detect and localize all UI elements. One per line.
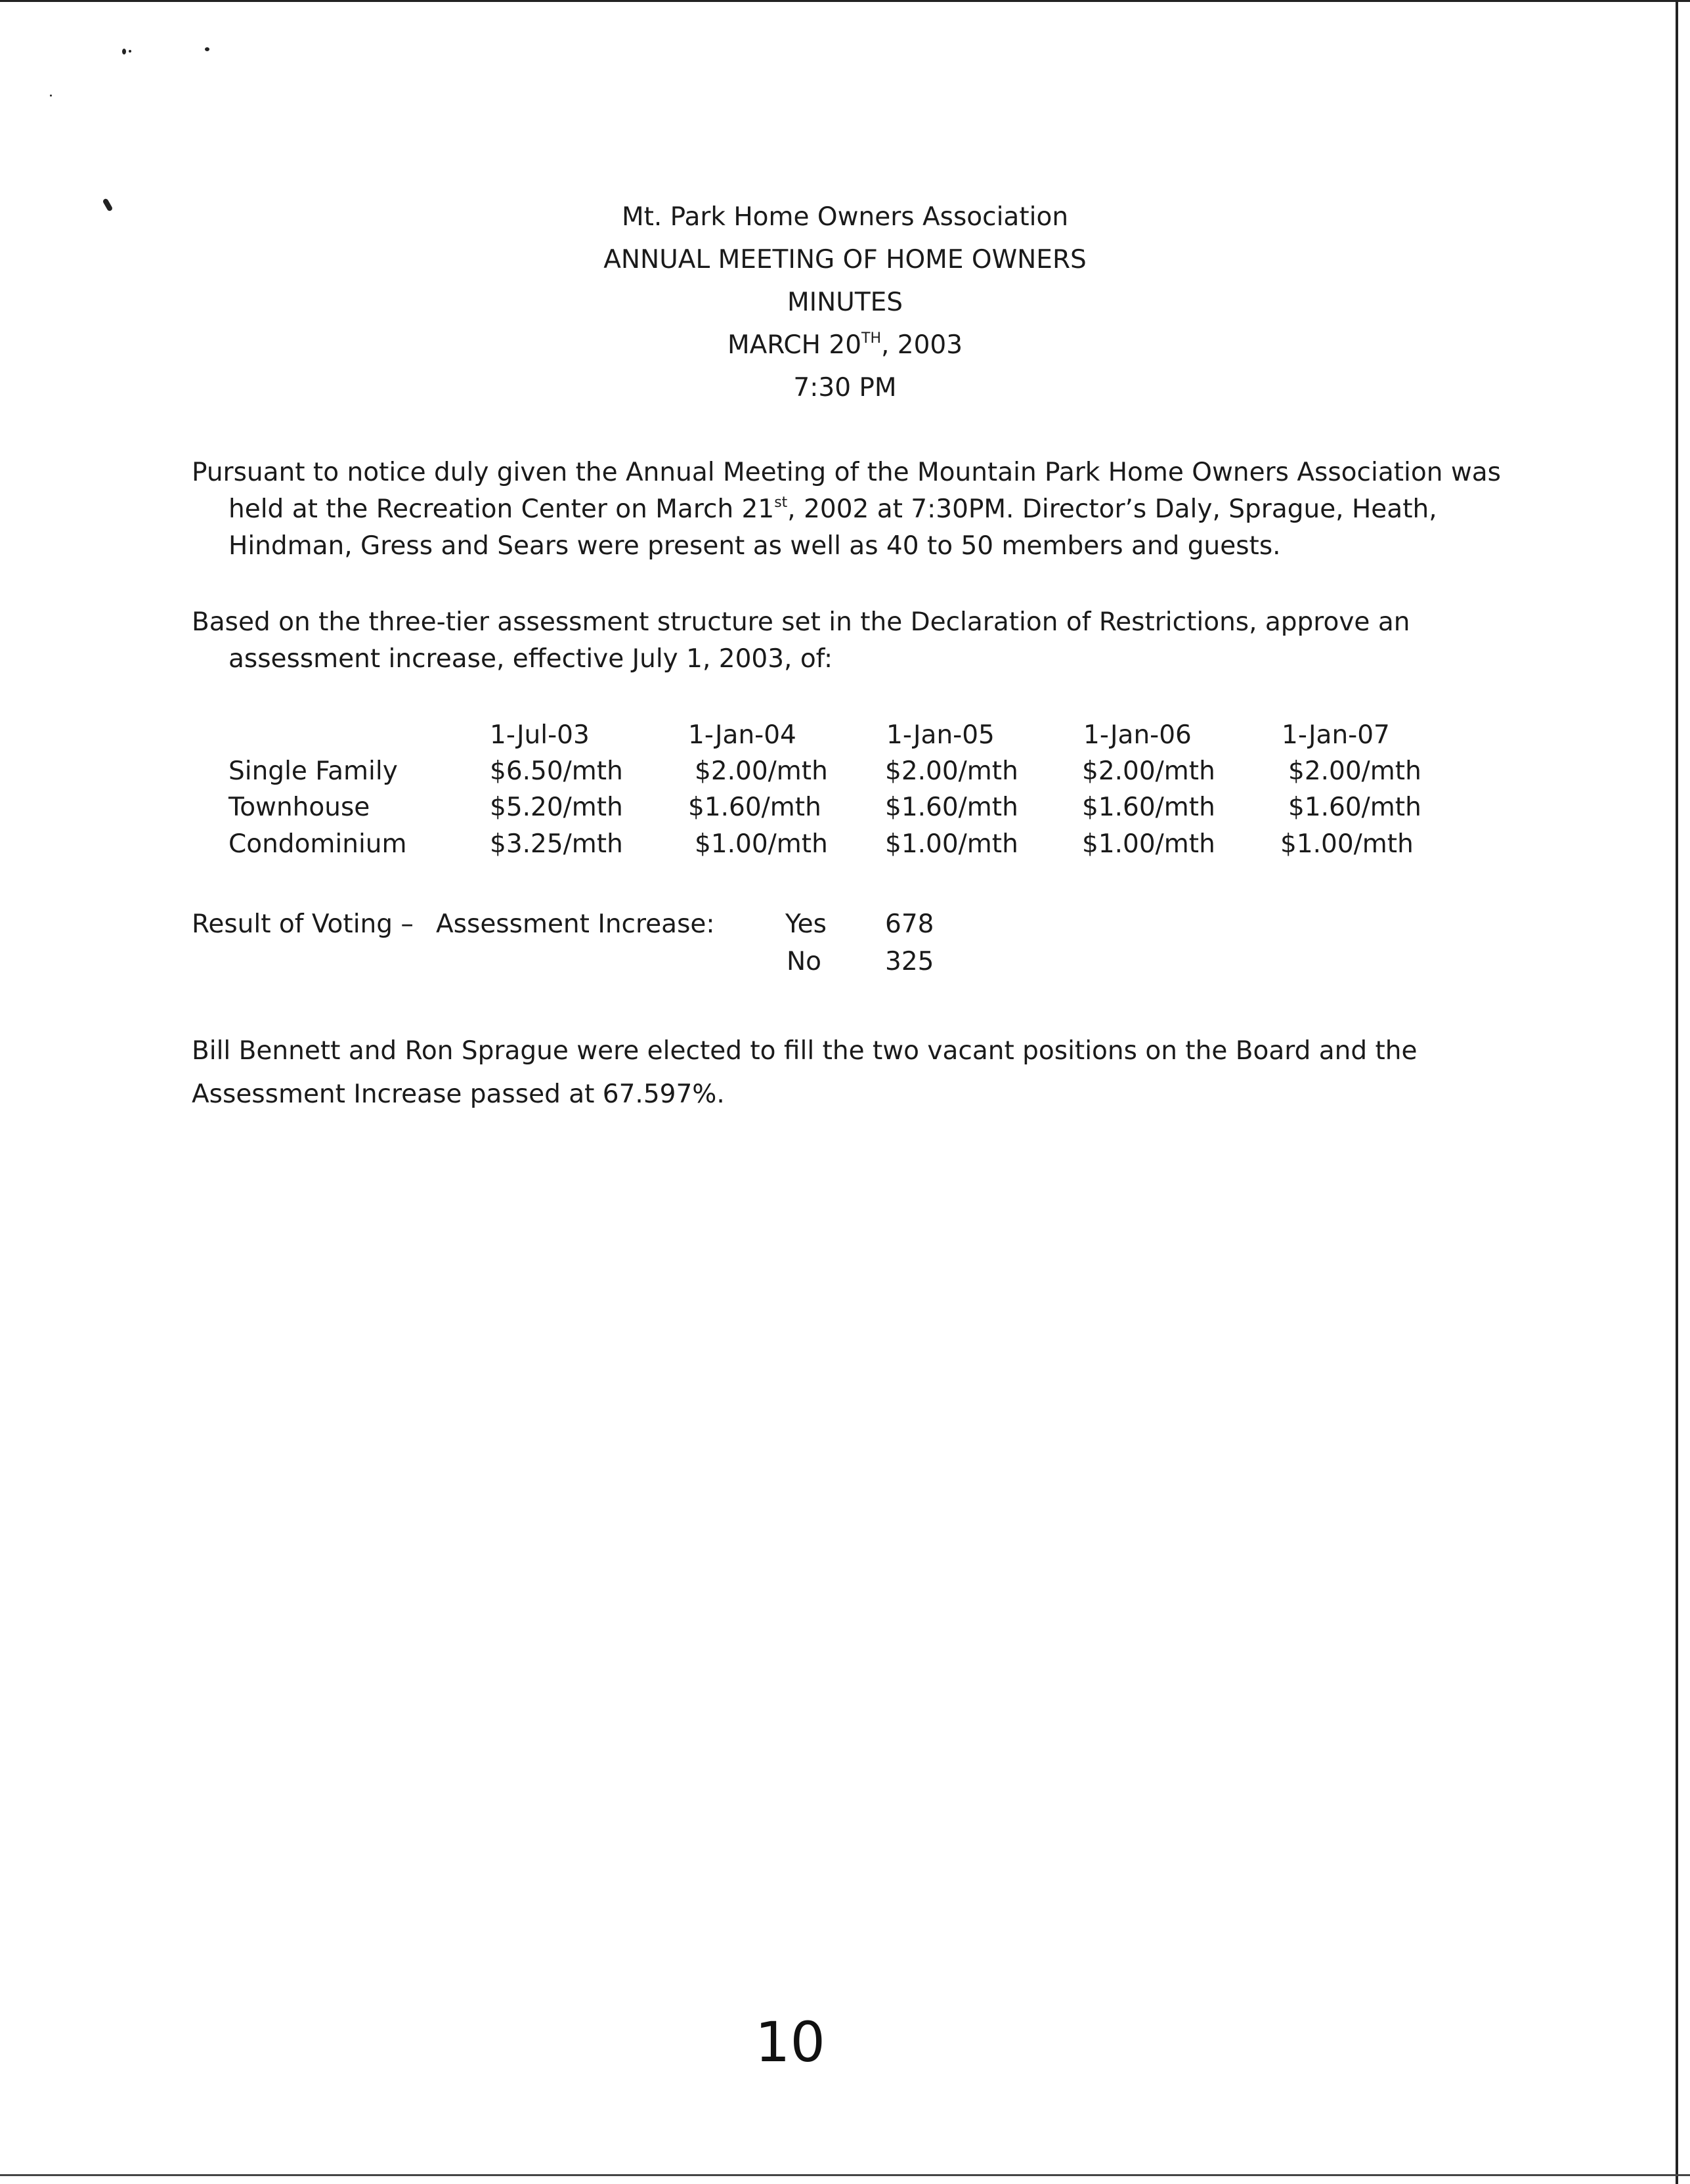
table-cell: $1.00/mth bbox=[885, 829, 1018, 859]
table-cell: $1.60/mth bbox=[1288, 793, 1421, 822]
table-cell: $1.00/mth bbox=[1082, 829, 1215, 859]
table-cell: $6.50/mth bbox=[490, 756, 623, 786]
table-cell: $2.00/mth bbox=[695, 756, 828, 786]
intro-line-2-prefix: held at the Recreation Center on March 21 bbox=[228, 494, 775, 524]
meeting-title: ANNUAL MEETING OF HOME OWNERS bbox=[603, 245, 1087, 274]
assessment-line-1: Based on the three-tier assessment structure set in the Declaration of Restrictions, approve an bbox=[192, 607, 1410, 637]
vote-no-label: No bbox=[787, 947, 822, 976]
intro-line-1: Pursuant to notice duly given the Annual Meeting of the Mountain Park Home Owners Association was bbox=[192, 458, 1501, 487]
meeting-date-year: , 2003 bbox=[881, 330, 963, 360]
table-cell: $1.60/mth bbox=[688, 793, 821, 822]
table-cell: $2.00/mth bbox=[1082, 756, 1215, 786]
conclusion-line-2: Assessment Increase passed at 67.597%. bbox=[192, 1080, 725, 1109]
organization-name: Mt. Park Home Owners Association bbox=[621, 202, 1069, 232]
intro-line-2 bbox=[192, 491, 1505, 528]
document-type: MINUTES bbox=[787, 288, 903, 317]
table-cell: $2.00/mth bbox=[885, 756, 1018, 786]
vote-no-count: 325 bbox=[885, 947, 934, 976]
intro-paragraph bbox=[192, 454, 1505, 565]
meeting-date-prefix: MARCH 20 bbox=[727, 330, 862, 360]
table-cell: $1.00/mth bbox=[1280, 829, 1414, 859]
assessment-paragraph bbox=[192, 604, 1505, 678]
page-number: 10 bbox=[755, 2010, 825, 2074]
page-border-bottom bbox=[0, 2174, 1690, 2176]
scan-speck bbox=[129, 50, 131, 53]
scan-speck bbox=[122, 49, 126, 55]
intro-line-3: Hindman, Gress and Sears were present as well as 40 to 50 members and guests. bbox=[228, 531, 1281, 561]
scan-speck bbox=[50, 95, 52, 97]
table-cell: $1.00/mth bbox=[695, 829, 828, 859]
voting-measure: Assessment Increase: bbox=[436, 909, 715, 939]
scan-speck bbox=[205, 47, 209, 51]
document-header bbox=[0, 196, 1690, 409]
table-cell: $2.00/mth bbox=[1288, 756, 1421, 786]
table-cell: $3.25/mth bbox=[490, 829, 623, 859]
voting-label: Result of Voting – bbox=[192, 909, 414, 939]
column-header-5: 1-Jan-07 bbox=[1282, 720, 1390, 750]
table-cell: $5.20/mth bbox=[490, 793, 623, 822]
row-label-townhouse: Townhouse bbox=[228, 793, 370, 822]
meeting-date-suffix-sup: TH bbox=[861, 330, 881, 347]
row-label-condominium: Condominium bbox=[228, 829, 407, 859]
conclusion-line-1: Bill Bennett and Ron Sprague were elected to fill the two vacant positions on the Board and the bbox=[192, 1036, 1418, 1066]
table-cell: $1.60/mth bbox=[885, 793, 1018, 822]
page-border-top bbox=[0, 0, 1690, 2]
column-header-3: 1-Jan-05 bbox=[886, 720, 995, 750]
meeting-time: 7:30 PM bbox=[793, 373, 897, 403]
column-header-4: 1-Jan-06 bbox=[1083, 720, 1192, 750]
intro-line-2-suffix: , 2002 at 7:30PM. Director’s Daly, Sprague, Heath, bbox=[787, 494, 1437, 524]
vote-yes-label: Yes bbox=[785, 909, 827, 939]
intro-line-2-sup: st bbox=[774, 494, 788, 511]
assessment-line-2: assessment increase, effective July 1, 2003, of: bbox=[228, 644, 833, 674]
table-cell: $1.60/mth bbox=[1082, 793, 1215, 822]
vote-yes-count: 678 bbox=[885, 909, 934, 939]
meeting-date bbox=[0, 324, 1690, 366]
row-label-single-family: Single Family bbox=[228, 756, 398, 786]
column-header-2: 1-Jan-04 bbox=[688, 720, 796, 750]
conclusion-paragraph bbox=[192, 1030, 1505, 1116]
column-header-1: 1-Jul-03 bbox=[490, 720, 590, 750]
